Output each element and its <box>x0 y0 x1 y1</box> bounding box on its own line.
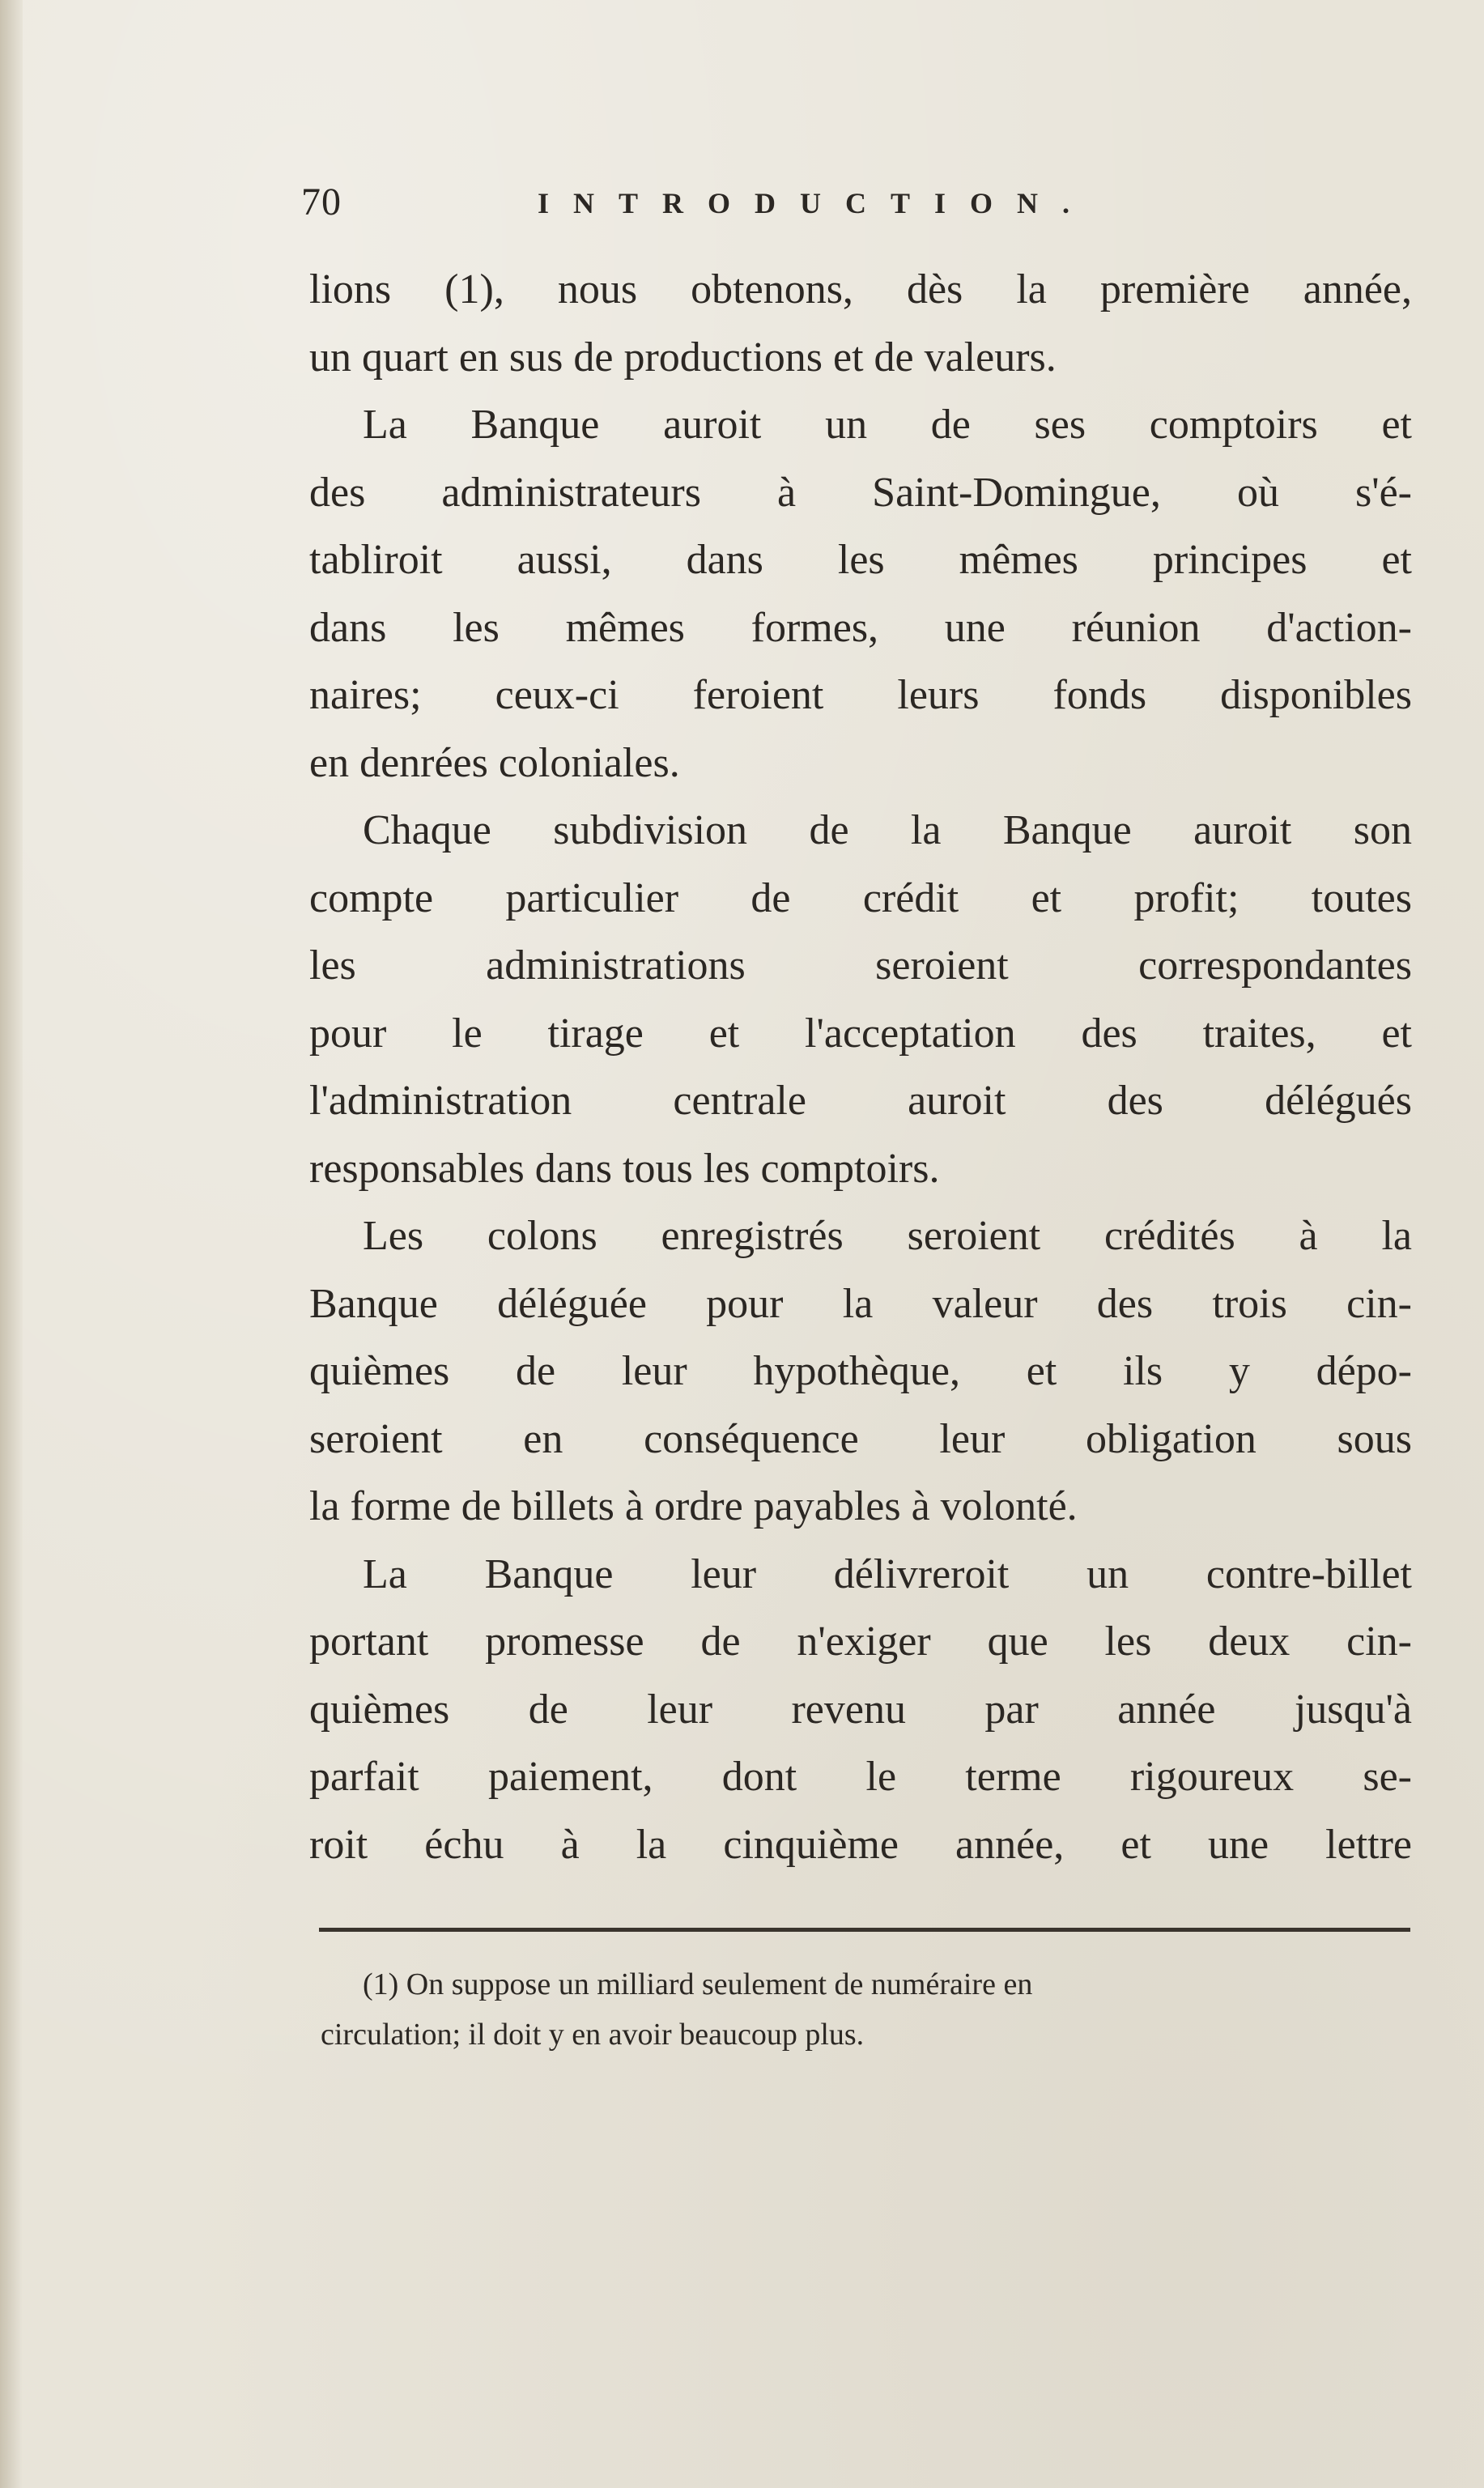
text-line: lions (1), nous obtenons, dès la première année, <box>309 266 1412 313</box>
page-header <box>301 180 1208 236</box>
footnote <box>321 1959 1425 2060</box>
text-line: compte particulier de crédit et profit; toutes <box>309 874 1412 921</box>
text-line: quièmes de leur revenu par année jusqu'à <box>309 1686 1412 1733</box>
footnote-line: circulation; il doit y en avoir beaucoup plus. <box>321 2018 865 2052</box>
text-line: dans les mêmes formes, une réunion d'action- <box>309 604 1412 651</box>
text-line: quièmes de leur hypothèque, et ils y dépo- <box>309 1348 1412 1394</box>
body-text <box>309 256 1412 1878</box>
text-line: l'administration centrale auroit des délégués <box>309 1078 1412 1124</box>
text-line: la forme de billets à ordre payables à volonté. <box>309 1483 1078 1529</box>
running-head: INTRODUCTION. <box>538 187 1095 219</box>
text-line: les administrations seroient correspondantes <box>309 942 1412 989</box>
paragraph-first-line: Les colons enregistrés seroient crédités à la <box>363 1213 1412 1259</box>
text-line: responsables dans tous les comptoirs. <box>309 1145 940 1192</box>
text-line: des administrateurs à Saint-Domingue, où s'é- <box>309 469 1412 516</box>
text-line: un quart en sus de productions et de valeurs. <box>309 334 1057 381</box>
text-line: roit échu à la cinquième année, et une lettre <box>309 1821 1412 1868</box>
text-line: naires; ceux-ci feroient leurs fonds disponibles <box>309 672 1412 718</box>
text-line: parfait paiement, dont le terme rigoureux se- <box>309 1754 1412 1800</box>
footnote-rule <box>319 1928 1410 1932</box>
text-line: tabliroit aussi, dans les mêmes principes et <box>309 537 1412 583</box>
text-line: en denrées coloniales. <box>309 739 680 786</box>
footnote-line: (1) On suppose un milliard seulement de numéraire en <box>363 1967 1033 2001</box>
page-gutter <box>0 0 23 2488</box>
paragraph-first-line: La Banque auroit un de ses comptoirs et <box>363 402 1412 448</box>
text-line: pour le tirage et l'acceptation des traites, et <box>309 1010 1412 1057</box>
page-number: 70 <box>301 181 342 223</box>
text-line: Banque déléguée pour la valeur des trois cin- <box>309 1280 1412 1327</box>
text-line: seroient en conséquence leur obligation sous <box>309 1415 1412 1462</box>
paragraph-first-line: La Banque leur délivreroit un contre-billet <box>363 1550 1412 1597</box>
paragraph-first-line: Chaque subdivision de la Banque auroit son <box>363 807 1412 853</box>
text-line: portant promesse de n'exiger que les deux cin- <box>309 1618 1412 1665</box>
